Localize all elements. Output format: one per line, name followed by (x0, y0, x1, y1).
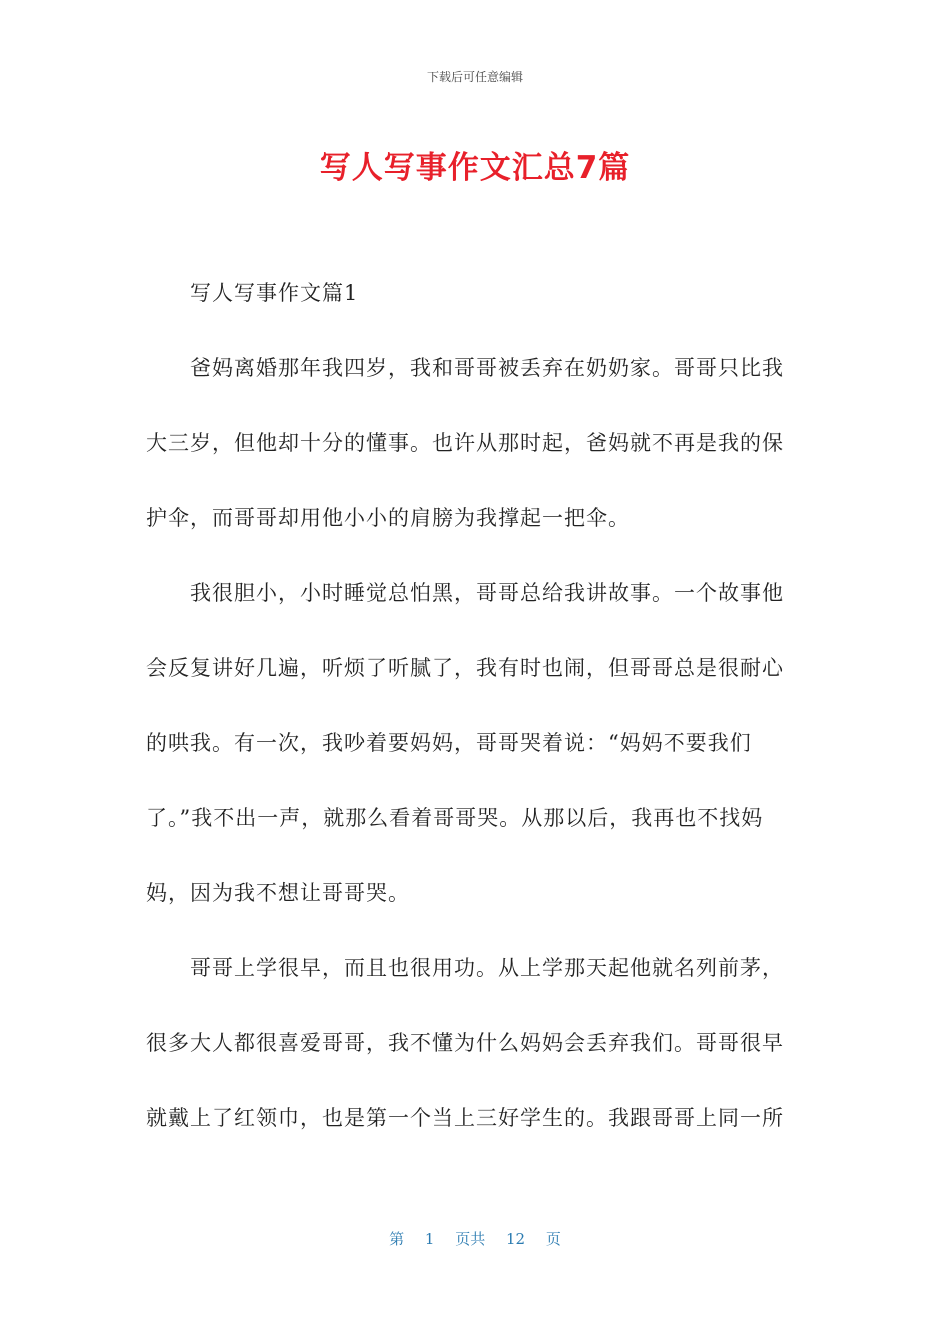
document-title: 写人写事作文汇总7篇 (319, 150, 631, 186)
section-heading: 写人写事作文篇1 (190, 281, 359, 305)
document-body (146, 256, 796, 1156)
page-middle: 页共 (455, 1230, 486, 1248)
page-number: 1 (424, 1230, 435, 1248)
page-prefix: 第 (389, 1230, 405, 1248)
page-suffix: 页 (545, 1230, 561, 1248)
page-footer (0, 1228, 950, 1249)
paragraph: 哥哥上学很早，而且也很用功。从上学那天起他就名列前茅，很多大人都很喜爱哥哥，我不懂为什么妈妈会丢弃我们。哥哥很早就戴上了红领巾，也是第一个当上三好学生的。我跟哥哥上同一所 (146, 956, 784, 1130)
total-pages: 12 (506, 1230, 526, 1248)
paragraph: 我很胆小，小时睡觉总怕黑，哥哥总给我讲故事。一个故事他会反复讲好几遍，听烦了听腻了，我有时也闹，但哥哥总是很耐心的哄我。有一次，我吵着要妈妈，哥哥哭着说：“妈妈不要我们了。”我不出一声，就那么看着哥哥哭。从那以后，我再也不找妈妈，因为我不想让哥哥哭。 (146, 581, 784, 905)
paragraph: 爸妈离婚那年我四岁，我和哥哥被丢弃在奶奶家。哥哥只比我大三岁，但他却十分的懂事。也许从那时起，爸妈就不再是我的保护伞，而哥哥却用他小小的肩膀为我撑起一把伞。 (146, 356, 784, 530)
header-note: 下载后可任意编辑 (426, 70, 523, 84)
